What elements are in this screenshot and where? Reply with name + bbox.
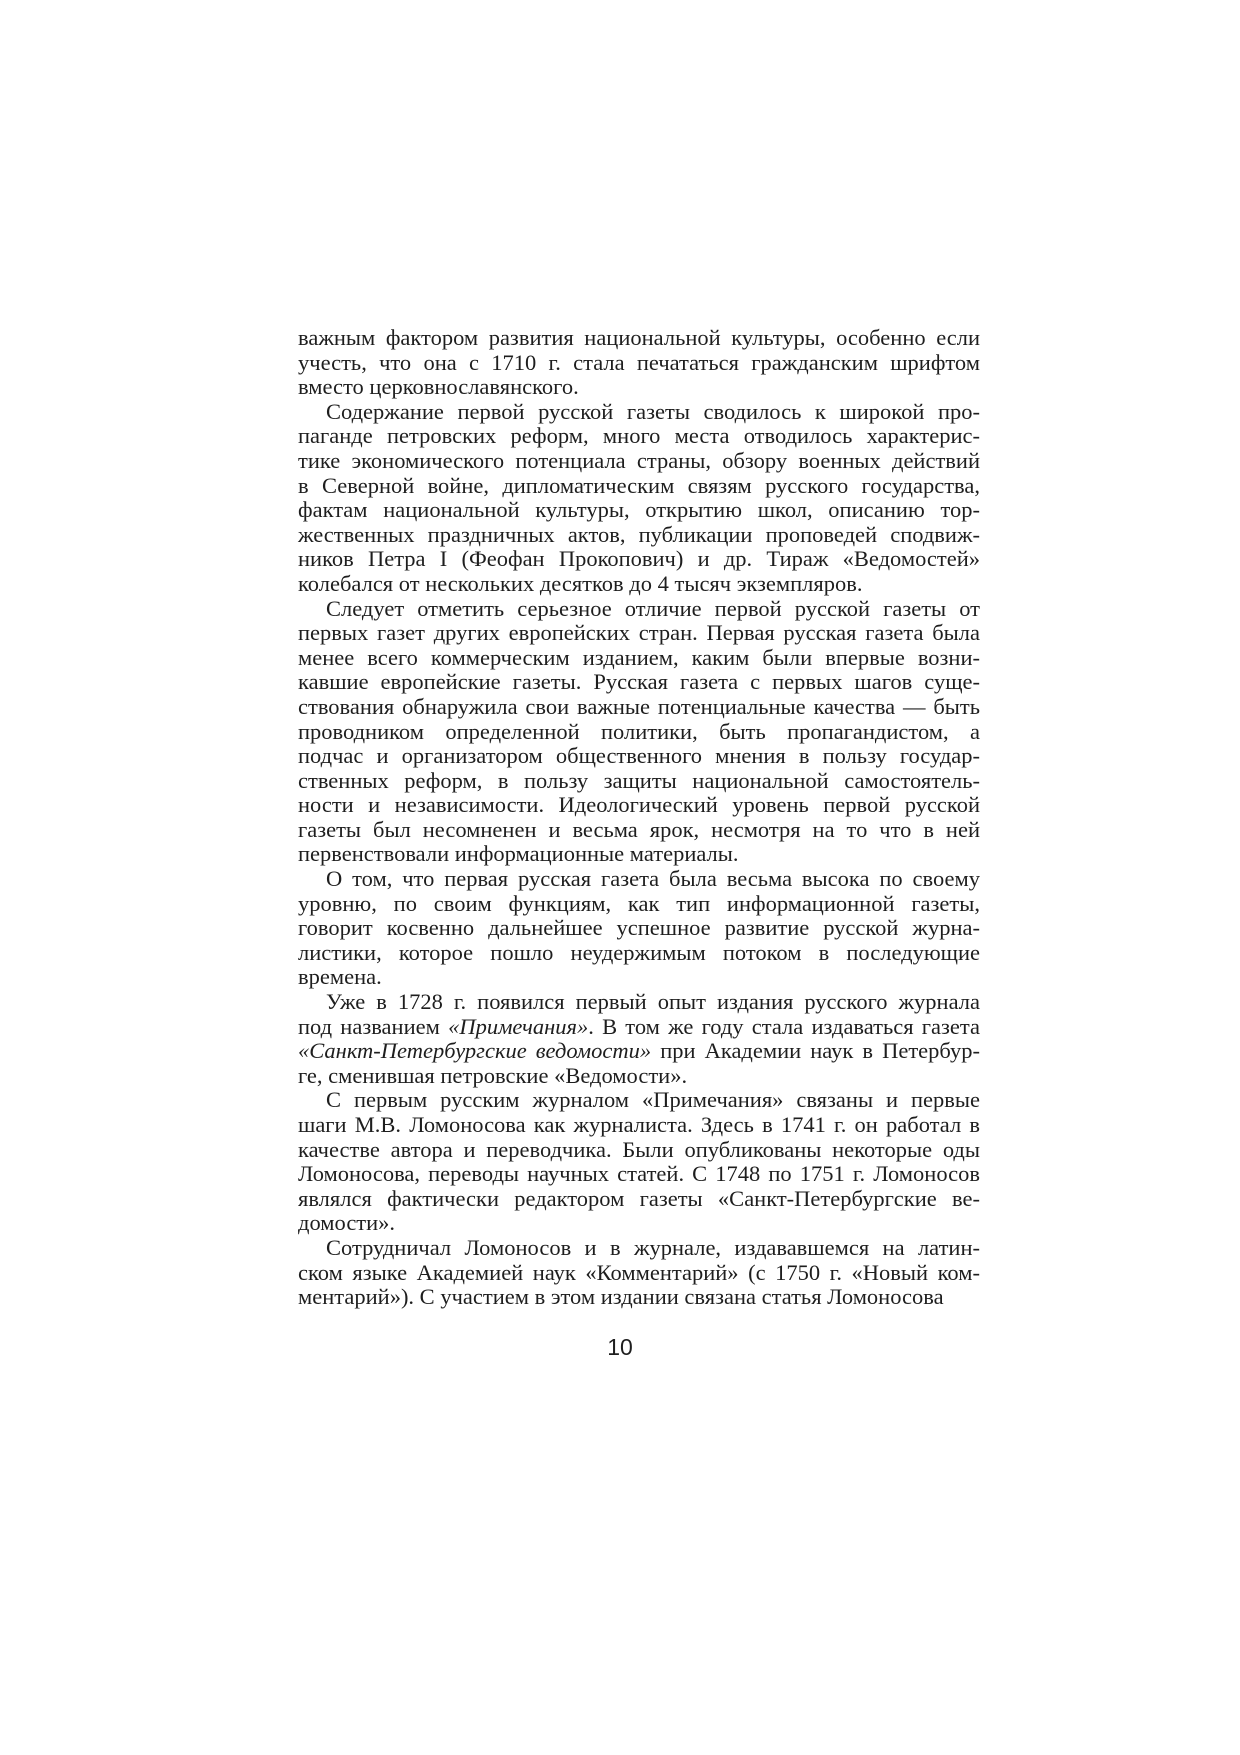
text-line: говорит косвенно дальнейшее успешное развитие русской журна- <box>298 915 980 941</box>
text-line: ствования обнаружила свои важные потенциальные качества — быть <box>298 693 980 719</box>
paragraph <box>298 1236 980 1310</box>
paragraph <box>298 990 980 1088</box>
text-line: менее всего коммерческим изданием, каким были впервые возни- <box>298 644 980 670</box>
page-number: 10 <box>607 1334 633 1360</box>
text-line: ников Петра I (Феофан Прокопович) и др. Тираж «Ведомостей» <box>298 546 980 572</box>
paragraph <box>298 1088 980 1236</box>
text-line: кавшие европейские газеты. Русская газета с первых шагов суще- <box>298 669 980 695</box>
text-line: жественных праздничных актов, публикации проповедей сподвиж- <box>298 521 980 547</box>
text-line: колебался от нескольких десятков до 4 тысяч экземпляров. <box>298 570 863 596</box>
text-line: являлся фактически редактором газеты «Санкт-Петербургские ве- <box>298 1185 980 1211</box>
text-line: ности и независимости. Идеологический уровень первой русской <box>298 792 980 818</box>
paragraph <box>298 867 980 990</box>
text-line: учесть, что она с 1710 г. стала печататься гражданским шрифтом <box>298 349 980 375</box>
text-line: Сотрудничал Ломоносов и в журнале, издававшемся на латин- <box>326 1234 980 1260</box>
text-line: листики, которое пошло неудержимым потоком в последующие <box>298 939 980 965</box>
text-line: Ломоносова, переводы научных статей. С 1748 по 1751 г. Ломоносов <box>298 1161 980 1187</box>
text-line: паганде петровских реформ, много места отводилось характерис- <box>298 423 980 449</box>
text-line: в Северной войне, дипломатическим связям русского государства, <box>298 472 980 498</box>
body-text <box>298 326 980 1310</box>
text-line: вместо церковнославянского. <box>298 374 579 400</box>
paragraph <box>298 597 980 868</box>
text-line: подчас и организатором общественного мнения в пользу государ- <box>298 743 980 769</box>
text-line: домости». <box>298 1210 396 1236</box>
text-line: фактам национальной культуры, открытию школ, описанию тор- <box>298 497 980 523</box>
text-line: ственных реформ, в пользу защиты национальной самостоятель- <box>298 767 980 793</box>
text-line: «Санкт-Петербургские ведомости» при Академии наук в Петербур- <box>298 1038 981 1064</box>
text-line: Следует отметить серьезное отличие первой русской газеты от <box>326 595 980 621</box>
text-line: газеты был несомненен и весьма ярок, несмотря на то что в ней <box>298 816 980 842</box>
text-line: шаги М.В. Ломоносова как журналиста. Здесь в 1741 г. он работал в <box>298 1112 980 1137</box>
text-line: ском языке Академией наук «Комментарий» (с 1750 г. «Новый ком- <box>298 1259 980 1285</box>
text-line: под названием «Примечания». В том же году стала издаваться газета <box>298 1013 980 1039</box>
text-line: Содержание первой русской газеты сводилось к широкой про- <box>326 398 980 424</box>
text-line: уровню, по своим функциям, как тип информационной газеты, <box>298 890 980 916</box>
text-line: Уже в 1728 г. появился первый опыт издания русского журнала <box>326 989 980 1015</box>
text-line: важным фактором развития национальной культуры, особенно если <box>298 325 980 350</box>
text-line: первых газет других европейских стран. Первая русская газета была <box>298 620 980 646</box>
text-line: ге, сменившая петровские «Ведомости». <box>298 1062 688 1088</box>
text-line: тике экономического потенциала страны, обзору военных действий <box>298 447 980 473</box>
text-line: первенствовали информационные материалы. <box>298 841 739 867</box>
paragraph <box>298 400 980 597</box>
text-line: качестве автора и переводчика. Были опубликованы некоторые оды <box>298 1136 980 1162</box>
text-line: ментарий»). С участием в этом издании связана статья Ломоносова <box>298 1284 944 1310</box>
text-line: времена. <box>298 964 382 990</box>
paragraph <box>298 326 980 400</box>
text-line: проводником определенной политики, быть пропагандистом, а <box>298 718 980 744</box>
text-line: О том, что первая русская газета была весьма высока по своему <box>326 866 980 892</box>
text-line: С первым русским журналом «Примечания» связаны и первые <box>326 1087 980 1113</box>
